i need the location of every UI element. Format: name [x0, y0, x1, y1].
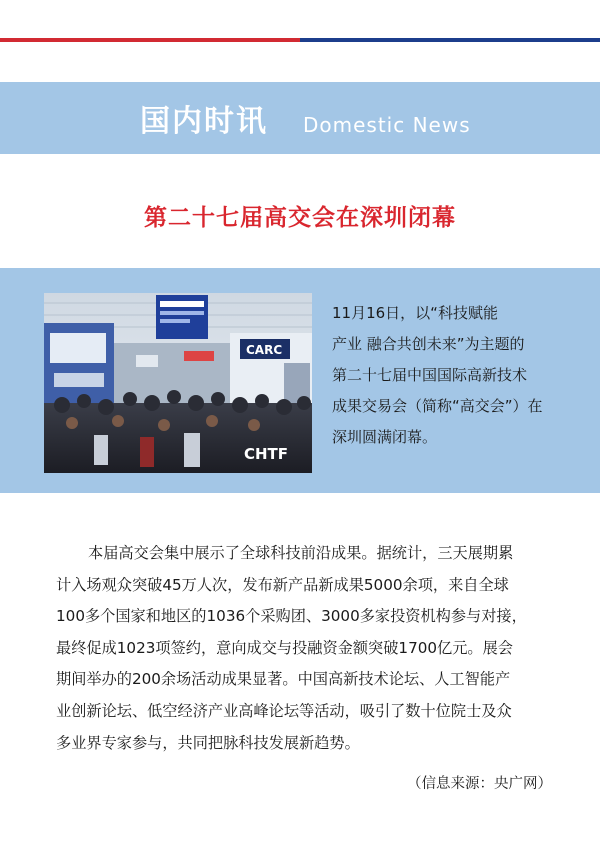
- body-line: 期间举办的200余场活动成果显著。中国高新技术论坛、人工智能产: [56, 670, 511, 689]
- section-title-en: Domestic News: [303, 113, 471, 137]
- body-line: 业创新论坛、低空经济产业高峰论坛等活动，吸引了数十位院士及众: [56, 701, 512, 720]
- section-title-cn: 国内时讯: [140, 104, 268, 139]
- source-credit: （信息来源：央广网）: [407, 776, 552, 792]
- section-banner: [0, 82, 600, 154]
- intro-line: 第二十七届中国国际高新技术: [332, 366, 528, 384]
- body-paragraph: [56, 538, 556, 759]
- booth-sign-text: CARC: [246, 343, 283, 357]
- top-rule-blue: [300, 38, 600, 42]
- chtf-logo-text: CHTF: [244, 445, 289, 463]
- body-line: 计入场观众突破45万人次，发布新产品新成果5000余项，来自全球: [56, 575, 509, 594]
- body-line: 100多个国家和地区的1036个采购团、3000多家投资机构参与对接，: [56, 607, 527, 626]
- intro-line: 11月16日，以“科技赋能: [332, 304, 498, 322]
- top-rule-red: [0, 38, 300, 42]
- exhibition-photo: [44, 293, 312, 473]
- intro-line: 产业 融合共创未来”为主题的: [332, 335, 525, 353]
- intro-paragraph: [332, 298, 577, 453]
- body-line: 最终促成1023项签约，意向成交与投融资金额突破1700亿元。展会: [56, 638, 513, 657]
- body-line: 多业界专家参与，共同把脉科技发展新趋势。: [56, 733, 360, 752]
- intro-line: 成果交易会（简称“高交会”）在: [332, 397, 543, 415]
- body-line: 本届高交会集中展示了全球科技前沿成果。据统计，三天展期累: [88, 544, 514, 562]
- intro-line: 深圳圆满闭幕。: [332, 428, 438, 446]
- article-headline: 第二十七届高交会在深圳闭幕: [144, 205, 456, 231]
